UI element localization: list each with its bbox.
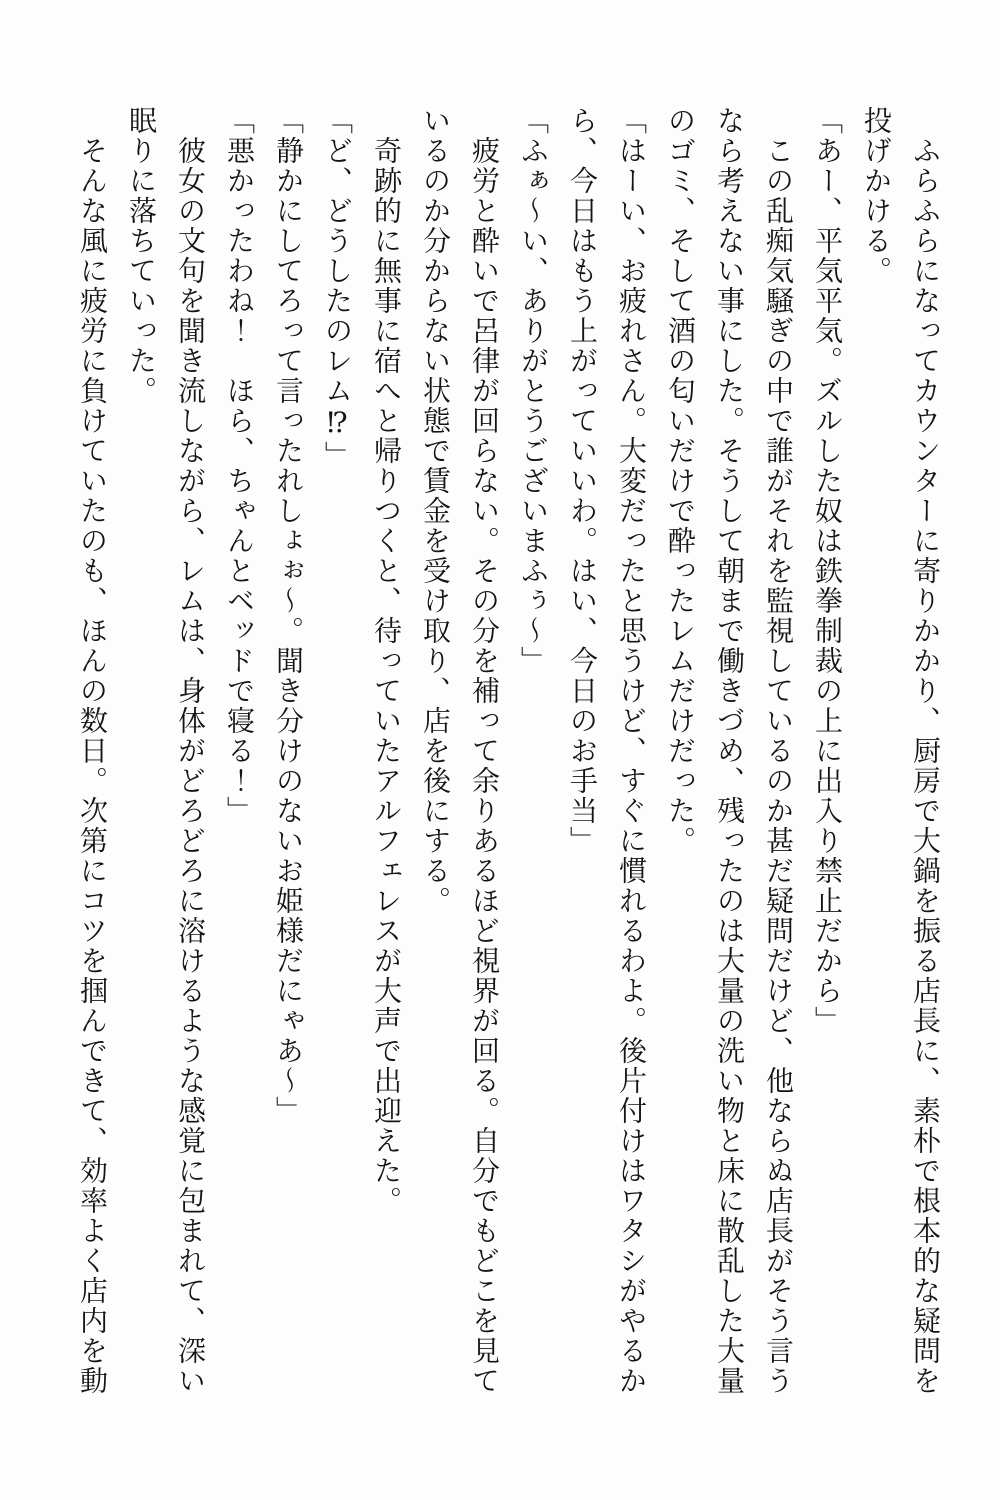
narration-paragraph: ふらふらになってカウンターに寄りかかり、厨房で大鍋を振る店長に、素朴で根本的な疑問を投げかける。 bbox=[860, 106, 942, 1396]
vertical-text-block bbox=[68, 106, 950, 1398]
narration-paragraph: 疲労と酔いで呂律が回らない。その分を補って余りあるほど視界が回る。自分でもどこを見ているのか分からない状態で賃金を受け取り、店を後にする。 bbox=[419, 106, 501, 1396]
narration-paragraph: 奇跡的に無事に宿へと帰りつくと、待っていたアルフェレスが大声で出迎えた。 bbox=[370, 106, 403, 1216]
dialogue-line: 「ふぁ～い、ありがとうございまふぅ～」 bbox=[517, 106, 550, 676]
dialogue-line: 「静かにしてろって言ったれしょぉ～。聞き分けのないお姫様だにゃあ～」 bbox=[272, 106, 305, 1126]
narration-paragraph: 彼女の文句を聞き流しながら、レムは、身体がどろどろに溶けるような感覚に包まれて、深い眠りに落ちていった。 bbox=[125, 106, 207, 1396]
dialogue-line: 「悪かったわね！ ほら、ちゃんとベッドで寝る！」 bbox=[223, 106, 256, 826]
narration-paragraph: そんな風に疲労に負けていたのも、ほんの数日。次第にコツを掴んできて、効率よく店内を動 bbox=[76, 106, 109, 1396]
narration-paragraph: この乱痴気騒ぎの中で誰がそれを監視しているのか甚だ疑問だけど、他ならぬ店長がそう言うなら考えない事にした。そうして朝まで働きづめ、残ったのは大量の洗い物と床に散乱した大量のゴミ、そして酒の匂いだけで酔ったレムだけだった。 bbox=[664, 106, 795, 1396]
dialogue-line: 「ど、どうしたのレム⁉」 bbox=[321, 106, 354, 471]
dialogue-line: 「あー、平気平気。ズルした奴は鉄拳制裁の上に出入り禁止だから」 bbox=[811, 106, 844, 1036]
dialogue-line: 「はーい、お疲れさん。大変だったと思うけど、すぐに慣れるわよ。後片付けはワタシがやるから、今日はもう上がっていいわ。はい、今日のお手当」 bbox=[566, 106, 648, 1396]
